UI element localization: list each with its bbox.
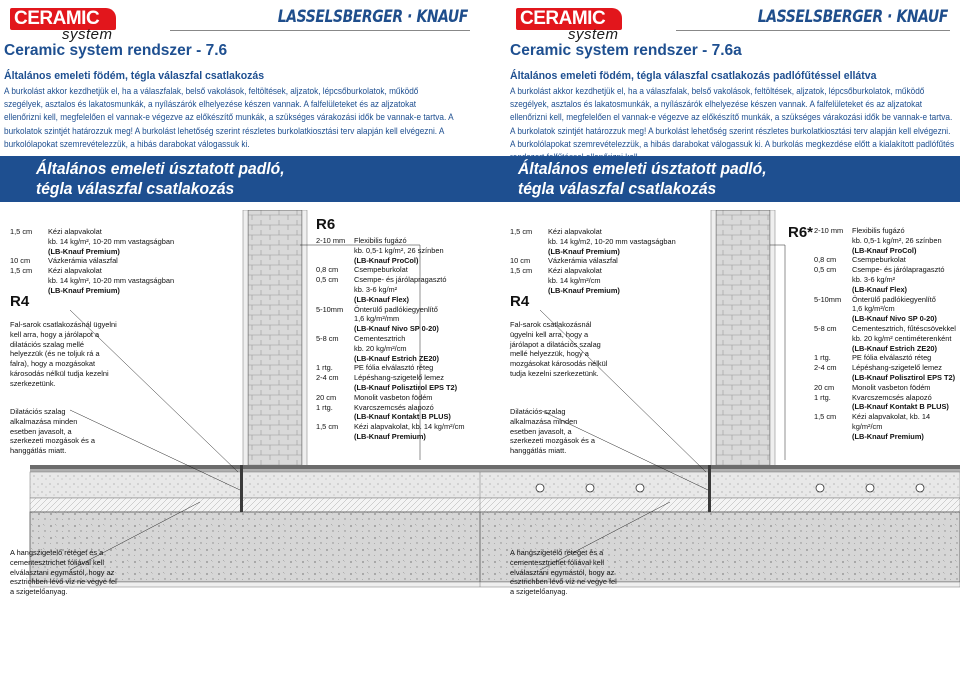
- spec-thickness: [316, 354, 354, 364]
- screed-layer: [30, 472, 480, 498]
- banner-line-2: tégla válaszfal csatlakozás: [36, 179, 235, 198]
- header-rule: [170, 30, 470, 31]
- tile-layer: [480, 465, 960, 469]
- insulation-layer: [30, 498, 480, 512]
- spec-thickness: [814, 236, 852, 246]
- spec-thickness: 1,5 cm: [814, 412, 837, 422]
- spec-description: Lépéshang-szigetelő lemez: [852, 363, 942, 373]
- spec-row: [814, 265, 958, 275]
- spec-description: (LB-Knauf Kontakt B PLUS): [354, 412, 451, 422]
- spec-description: Kézi alapvakolat: [548, 227, 602, 236]
- spec-thickness: 20 cm: [316, 392, 337, 402]
- spec-row: [316, 285, 476, 295]
- logo-main: CERAMIC: [10, 8, 116, 30]
- spec-row: [814, 363, 958, 373]
- spec-description: Cementesztrich, fűtéscsövekkel: [852, 323, 956, 333]
- spec-description: Kézi alapvakolat, kb. 14 kg/m²/cm: [354, 422, 465, 432]
- spec-row: [814, 314, 958, 324]
- logo-sub: system: [62, 26, 113, 43]
- spec-description: PE fólia elválasztó réteg: [852, 353, 932, 363]
- spec-thickness: 20 cm: [814, 382, 835, 392]
- spec-thickness: [10, 276, 48, 286]
- spec-row: [510, 227, 710, 237]
- spec-thickness: 1,5 cm: [10, 227, 33, 236]
- spec-thickness: 5-8 cm: [814, 323, 837, 333]
- spec-row: [10, 286, 240, 296]
- spec-row: [316, 324, 476, 334]
- spec-description: Önterülő padlókiegyenlítő: [852, 294, 936, 304]
- spec-thickness: [814, 334, 852, 344]
- spec-thickness: 5-10mm: [814, 294, 842, 304]
- spec-description: Kézi alapvakolat: [548, 266, 602, 276]
- spec-description: kb. 14 kg/m², 10-20 mm vastagságban: [48, 275, 175, 285]
- spec-description: kb. 20 kg/m² centiméterenként: [852, 333, 952, 343]
- spec-description: PE fólia elválasztó réteg: [354, 363, 434, 373]
- spec-row: [316, 275, 476, 285]
- spec-row: [814, 236, 958, 246]
- note-corner: Fal-sarok csatlakozásnál ügyelni kell arra, hogy a járólapot a dilatációs szalag mellé helyezzük (és ne toljuk rá a falra), hogy a mozgásokat károsodás nélkül tudja kezelni szerkezetünk.: [10, 320, 117, 388]
- spec-thickness: [316, 256, 354, 266]
- spec-row: [814, 255, 958, 265]
- spec-row: [316, 344, 476, 354]
- spec-description: (LB-Knauf Premium): [48, 285, 120, 295]
- spec-thickness: 10 cm: [510, 256, 531, 266]
- spec-description: Kvarcszemcsés alapozó: [354, 402, 434, 412]
- spec-row: [814, 412, 958, 432]
- spec-description: (LB-Knauf Nivo SP 0-20): [852, 314, 937, 324]
- spec-description: Önterülő padlókiegyenlítő: [354, 304, 438, 314]
- spec-thickness: [10, 237, 48, 247]
- spec-row: [814, 275, 958, 285]
- spec-description: Csempeburkolat: [354, 265, 408, 275]
- dilatation-strip: [708, 465, 711, 512]
- spec-thickness: 2-4 cm: [316, 373, 339, 383]
- spec-thickness: [316, 324, 354, 334]
- spec-row: [316, 432, 476, 442]
- plaster-right: [302, 210, 307, 470]
- note-bottom: A hangszigetelő réteget és a cementesztrichet fóliával kell elválasztani egymástól, hogy az esztrichben lévő víz ne vegye fel a szigetelőanyag.: [10, 548, 117, 597]
- spec-row: [10, 237, 240, 247]
- spec-row: [316, 412, 476, 422]
- spec-description: kb. 3-6 kg/m²: [852, 274, 896, 284]
- spec-thickness: 1,5 cm: [316, 422, 339, 432]
- spec-thickness: [316, 285, 354, 295]
- spec-thickness: [814, 344, 852, 354]
- logo-sub: system: [568, 26, 619, 43]
- intro-paragraph: A burkolást akkor kezdhetjük el, ha a válaszfalak, belső vakolások, feltöltések, aljzatok, lépcsőburkolatok, működő szegélyek, asztalos és lakatosmunkák, a nyílászárók elhelyezése készen vannak. A falfelületeket és az aljzatokat ellenőrizni kell, megfelelően el vannak-e végezve az előkészítő munkák, a szükséges várakozási idők be vannak-e tartva. A burkolatok szintjét határozzuk meg! A burkolást lehetőség szerint részletes burkolatkiosztási terv alapján kell elvégezni. A burkolólapokat szemrevételezzük, a hibás darabokat válogassuk ki. A burkolás megkezdése előtt a kialakított padlófűtés: [510, 86, 955, 149]
- spec-description: Flexibilis fugázó: [852, 226, 905, 235]
- spec-description: kb. 14 kg/m²/cm: [548, 275, 601, 285]
- spec-description: (LB-Knauf Flex): [354, 294, 410, 304]
- spec-description: (LB-Knauf Premium): [852, 431, 924, 441]
- spec-thickness: [316, 246, 354, 256]
- logo-main: CERAMIC: [516, 8, 622, 30]
- spec-description: Flexibilis fugázó: [354, 236, 407, 245]
- spec-description: (LB-Knauf Polisztirol EPS T2): [852, 372, 956, 382]
- spec-row: [316, 422, 476, 432]
- brick-wall: [716, 210, 770, 470]
- spec-thickness: [10, 247, 48, 257]
- spec-row: [814, 402, 958, 412]
- adhesive-layer: [30, 469, 480, 472]
- spec-thickness: [814, 285, 852, 295]
- screed-layer: [480, 472, 960, 498]
- floor-spec-list: [316, 236, 476, 442]
- wall-code: R4: [510, 293, 530, 310]
- spec-description: (LB-Knauf Premium): [548, 246, 620, 256]
- spec-row: [316, 246, 476, 256]
- spec-thickness: [814, 373, 852, 383]
- spec-description: Csempeburkolat: [852, 255, 906, 265]
- spec-row: [814, 432, 958, 442]
- adhesive-layer: [480, 469, 960, 472]
- wall-spec-list: [10, 227, 240, 296]
- spec-description: Vázkerámia válaszfal: [548, 256, 618, 266]
- spec-thickness: 1 rtg.: [316, 402, 333, 412]
- tile-layer: [30, 465, 480, 469]
- section-subtitle: Általános emeleti födém, tégla válaszfal csatlakozás padlófűtéssel ellátva: [510, 70, 877, 82]
- spec-description: (LB-Knauf Polisztirol EPS T2): [354, 382, 458, 392]
- spec-description: kb. 20 kg/m²/cm: [354, 343, 407, 353]
- spec-description: 1,6 kg/m²/cm: [852, 304, 895, 314]
- spec-row: [814, 304, 958, 314]
- floor-code: R6*: [788, 224, 814, 241]
- spec-row: [316, 363, 476, 373]
- spec-thickness: 2-4 cm: [814, 363, 837, 373]
- banner-line-1: Általános emeleti úsztatott padló,: [36, 159, 285, 178]
- spec-description: (LB-Knauf Flex): [852, 284, 908, 294]
- insulation-layer: [480, 498, 960, 512]
- spec-description: Csempe- és járólapragasztó: [852, 265, 945, 275]
- spec-thickness: [316, 314, 354, 324]
- spec-thickness: 1 rtg.: [316, 363, 333, 373]
- ceramic-system-logo: [10, 8, 120, 42]
- spec-row: [316, 314, 476, 324]
- spec-thickness: [510, 276, 548, 286]
- section-banner: [0, 156, 480, 202]
- banner-line-1: Általános emeleti úsztatott padló,: [518, 159, 767, 178]
- spec-thickness: 0,5 cm: [814, 265, 837, 275]
- spec-row: [814, 285, 958, 295]
- spec-row: [10, 276, 240, 286]
- spec-description: (LB-Knauf Estrich ZE20): [354, 353, 439, 363]
- floor-code: R6: [316, 216, 336, 233]
- spec-row: [814, 373, 958, 383]
- banner-line-2: tégla válaszfal csatlakozás: [518, 179, 717, 198]
- spec-description: Cementesztrich: [354, 333, 406, 343]
- spec-description: kb. 3-6 kg/m²: [354, 284, 398, 294]
- spec-row: [814, 393, 958, 403]
- spec-row: [316, 236, 476, 246]
- spec-row: [814, 334, 958, 344]
- spec-row: [814, 246, 958, 256]
- header-rule: [676, 30, 950, 31]
- spec-thickness: [316, 344, 354, 354]
- spec-row: [814, 383, 958, 393]
- spec-thickness: 1 rtg.: [814, 353, 831, 363]
- spec-description: Csempe- és járólapragasztó: [354, 275, 447, 285]
- ceramic-system-logo: [516, 8, 626, 42]
- spec-thickness: 0,8 cm: [814, 255, 837, 265]
- spec-row: [316, 334, 476, 344]
- spec-row: [814, 226, 958, 236]
- spec-thickness: 0,8 cm: [316, 265, 339, 275]
- spec-description: (LB-Knauf ProCol): [354, 255, 419, 265]
- spec-row: [510, 276, 710, 286]
- spec-row: [316, 265, 476, 275]
- spec-thickness: [814, 314, 852, 324]
- spec-thickness: [316, 383, 354, 393]
- spec-thickness: 10 cm: [10, 256, 31, 266]
- banner-text: [518, 159, 767, 199]
- spec-thickness: [316, 295, 354, 305]
- spec-description: (LB-Knauf ProCol): [852, 245, 917, 255]
- plaster-left: [243, 210, 248, 470]
- spec-description: (LB-Knauf Premium): [548, 285, 620, 295]
- spec-thickness: [510, 247, 548, 257]
- spec-description: kb. 0,5-1 kg/m², 26 színben: [354, 245, 444, 255]
- note-dilatation: Dilatációs szalag alkalmazása minden esetben javasolt, a szerkezeti mozgások és a hanggátlás miatt.: [10, 407, 96, 456]
- spec-thickness: [316, 432, 354, 442]
- spec-row: [510, 266, 710, 276]
- spec-row: [10, 247, 240, 257]
- spec-row: [316, 305, 476, 315]
- spec-description: (LB-Knauf Premium): [48, 246, 120, 256]
- page-title: Ceramic system rendszer - 7.6: [4, 42, 228, 59]
- spec-description: kb. 14 kg/m2, 10-20 mm vastagságban: [548, 236, 676, 246]
- page-right: [480, 0, 960, 684]
- spec-description: (LB-Knauf Nivo SP 0-20): [354, 324, 439, 334]
- spec-description: Kvarcszemcsés alapozó: [852, 392, 932, 402]
- spec-description: (LB-Knauf Kontakt B PLUS): [852, 402, 949, 412]
- spec-row: [10, 256, 240, 266]
- spec-thickness: 0,5 cm: [316, 275, 339, 285]
- dilatation-strip: [240, 465, 243, 512]
- spec-row: [316, 383, 476, 393]
- banner-text: [36, 159, 285, 199]
- spec-thickness: [814, 246, 852, 256]
- section-subtitle: Általános emeleti födém, tégla válaszfal csatlakozás: [4, 70, 265, 82]
- spec-thickness: 1 rtg.: [814, 392, 831, 402]
- partner-logo: LASSELSBERGER · KNAUF: [277, 7, 468, 27]
- spec-row: [814, 353, 958, 363]
- spec-thickness: 1,5 cm: [510, 227, 533, 236]
- spec-row: [10, 266, 240, 276]
- note-bottom: A hangszigetelő réteget és a cementesztrichet fóliával kell elválasztani egymástól, hogy az esztrichben lévő víz ne vegye fel a szigetelőanyag.: [510, 548, 617, 597]
- spec-description: Kézi alapvakolat: [48, 266, 102, 276]
- spec-description: kb. 0,5-1 kg/m², 26 színben: [852, 235, 942, 245]
- spec-thickness: 1,5 cm: [510, 266, 533, 276]
- spec-description: Kézi alapvakolat: [48, 227, 102, 236]
- wall-spec-list: [510, 227, 710, 296]
- spec-row: [316, 403, 476, 413]
- spec-description: (LB-Knauf Estrich ZE20): [852, 343, 937, 353]
- spec-thickness: [814, 432, 852, 442]
- note-dilatation: Dilatációs szalag alkalmazása minden esetben javasolt, a szerkezeti mozgások és a hanggátlás miatt.: [510, 407, 596, 456]
- page-title: Ceramic system rendszer - 7.6a: [510, 42, 742, 59]
- spec-thickness: 1,5 cm: [10, 266, 33, 276]
- spec-thickness: 2-10 mm: [316, 236, 346, 245]
- spec-row: [510, 247, 710, 257]
- spec-row: [814, 344, 958, 354]
- spec-thickness: 5-10mm: [316, 304, 344, 314]
- brick-wall: [248, 210, 302, 470]
- note-corner: Fal-sarok csatlakozásnál ügyelni kell arra, hogy a járólapot a dilatációs szalag mellé helyezzük, hogy a mozgásokat károsodás nélkül tudja kezelni szerkezetünk.: [510, 320, 608, 378]
- spec-thickness: [316, 412, 354, 422]
- spec-row: [814, 295, 958, 305]
- spec-thickness: 2-10 mm: [814, 226, 844, 235]
- floor-spec-list: [814, 226, 958, 442]
- spec-row: [316, 256, 476, 266]
- spec-row: [316, 354, 476, 364]
- spec-thickness: [814, 275, 852, 285]
- spec-description: (LB-Knauf Premium): [354, 431, 426, 441]
- plaster-right: [770, 210, 775, 470]
- spec-description: Monolit vasbeton födém: [852, 382, 931, 392]
- spec-description: Monolit vasbeton födém: [354, 392, 433, 402]
- spec-thickness: [814, 402, 852, 412]
- spec-thickness: 5-8 cm: [316, 333, 339, 343]
- spec-row: [510, 237, 710, 247]
- partner-logo: LASSELSBERGER · KNAUF: [757, 7, 948, 27]
- spec-description: kb. 14 kg/m², 10-20 mm vastagságban: [48, 236, 175, 246]
- spec-description: Kézi alapvakolat, kb. 14 kg/m²/cm: [852, 412, 931, 431]
- spec-row: [814, 324, 958, 334]
- spec-description: Vázkerámia válaszfal: [48, 256, 118, 266]
- spec-description: 1,6 kg/m²/mm: [354, 314, 400, 324]
- wall-code: R4: [10, 293, 30, 310]
- spec-row: [316, 295, 476, 305]
- spec-thickness: [814, 304, 852, 314]
- spec-row: [316, 373, 476, 383]
- spec-row: [316, 393, 476, 403]
- spec-row: [510, 286, 710, 296]
- section-banner: [480, 156, 960, 202]
- spec-description: Lépéshang-szigetelő lemez: [354, 373, 444, 383]
- intro-paragraph: A burkolást akkor kezdhetjük el, ha a válaszfalak, belső vakolások, feltöltések, aljzatok, lépcsőburkolatok, működő szegélyek, asztalos és lakatosmunkák, a nyílászárók elhelyezése készen vannak. A falfelületeket és az aljzatokat ellenőrizni kell, megfelelően el vannak-e végezve az előkészítő munkák, a szükséges várakozási idők be vannak-e tartva. A burkolatok szintjét határozzuk meg! A burkolást lehetőség szerint részletes burkolatkiosztási terv alapján kell elvégezni. A burkolólapokat szemrevételezzük, a hibás darabokat válogassuk ki.: [4, 86, 454, 149]
- spec-thickness: [510, 237, 548, 247]
- plaster-left: [711, 210, 716, 470]
- spec-row: [10, 227, 240, 237]
- spec-row: [510, 256, 710, 266]
